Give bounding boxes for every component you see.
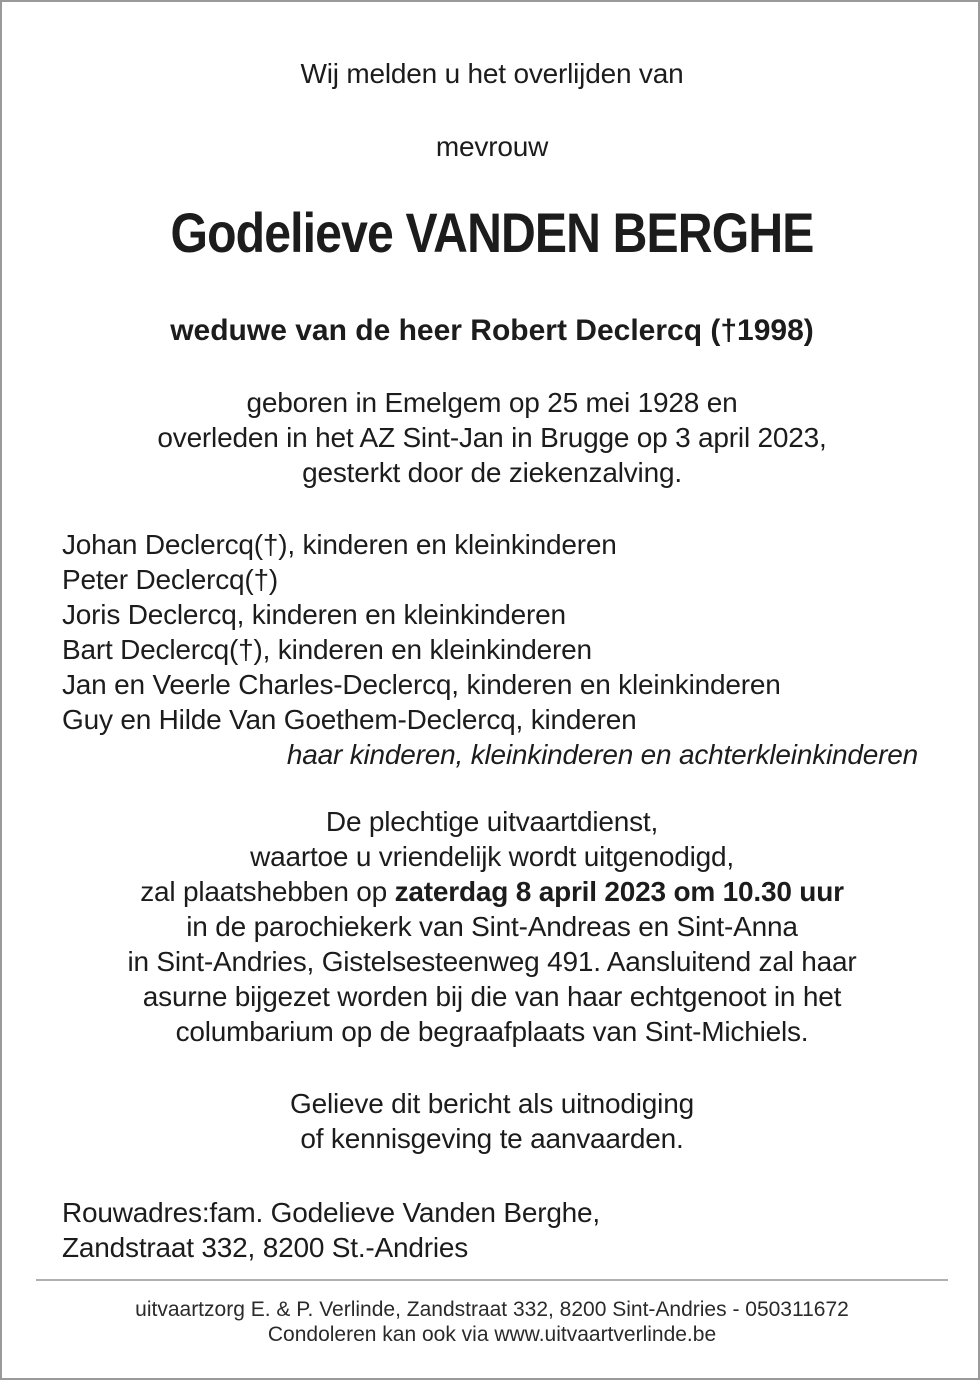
salutation: mevrouw: [435, 131, 549, 162]
birth-death-details: [2, 385, 980, 490]
address-line: Rouwadres:fam. Godelieve Vanden Berghe,: [62, 1197, 601, 1228]
family-member: Jan en Veerle Charles-Declercq, kinderen en kleinkinderen: [62, 669, 781, 700]
deceased-name: Godelieve VANDEN BERGHE: [170, 201, 814, 264]
funeral-service-details: [2, 804, 980, 1049]
service-date-line: [2, 874, 980, 909]
service-line: De plechtige uitvaartdienst,: [325, 806, 659, 837]
service-line: in de parochiekerk van Sint-Andreas en Sint-Anna: [186, 911, 798, 942]
address-line: Zandstraat 332, 8200 St.-Andries: [62, 1232, 469, 1263]
family-member: Johan Declercq(†), kinderen en kleinkinderen: [62, 529, 617, 560]
divider: [36, 1279, 948, 1281]
service-line: asurne bijgezet worden bij die van haar echtgenoot in het: [142, 981, 842, 1012]
funeral-home-contact: uitvaartzorg E. & P. Verlinde, Zandstraat 332, 8200 Sint-Andries - 050311672: [135, 1298, 849, 1321]
mourning-address: [62, 1195, 600, 1265]
death-line: overleden in het AZ Sint-Jan in Brugge op 3 april 2023,: [157, 422, 827, 453]
service-line: columbarium op de begraafplaats van Sint-Michiels.: [175, 1016, 809, 1047]
family-member: Bart Declercq(†), kinderen en kleinkinderen: [62, 634, 592, 665]
intro-text: Wij melden u het overlijden van: [300, 58, 684, 89]
service-date: zaterdag 8 april 2023 om 10.30 uur: [394, 876, 844, 907]
family-member: Guy en Hilde Van Goethem-Declercq, kinderen: [62, 704, 637, 735]
service-line: in Sint-Andries, Gistelsesteenweg 491. Aansluitend zal haar: [127, 946, 857, 977]
condolence-website: Condoleren kan ook via www.uitvaartverlinde.be: [267, 1323, 717, 1346]
family-member: Peter Declercq(†): [62, 564, 279, 595]
funeral-home-footer: [2, 1297, 980, 1347]
sacrament-line: gesterkt door de ziekenzalving.: [302, 457, 682, 488]
invitation-line: of kennisgeving te aanvaarden.: [300, 1123, 684, 1154]
family-list: [62, 527, 781, 737]
invitation-note: [2, 1086, 980, 1156]
widow-of: weduwe van de heer Robert Declercq (†1998): [170, 314, 814, 347]
birth-line: geboren in Emelgem op 25 mei 1928 en: [246, 387, 738, 418]
invitation-line: Gelieve dit bericht als uitnodiging: [290, 1088, 694, 1119]
family-closing: haar kinderen, kleinkinderen en achterkleinkinderen: [286, 739, 918, 770]
family-member: Joris Declercq, kinderen en kleinkinderen: [62, 599, 566, 630]
service-date-prefix: zal plaatshebben op: [140, 876, 395, 907]
service-line: waartoe u vriendelijk wordt uitgenodigd,: [250, 841, 734, 872]
